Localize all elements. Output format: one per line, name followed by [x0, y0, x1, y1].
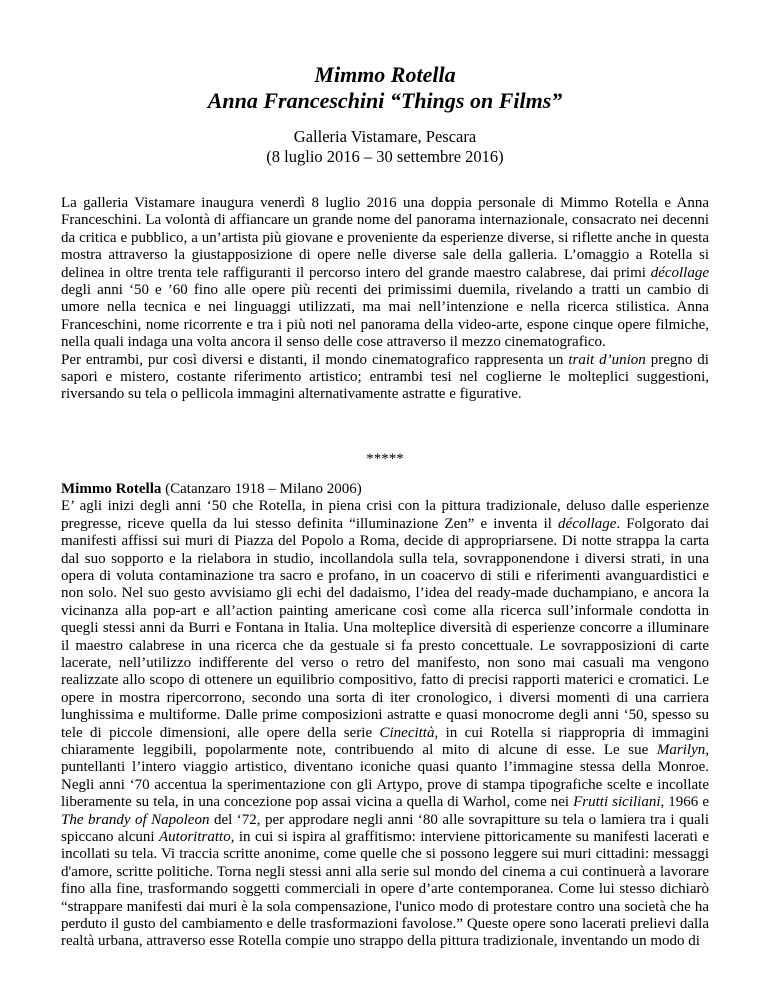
body-emphasis: Autoritratto — [159, 829, 231, 845]
body-emphasis: Cinecittà — [379, 724, 435, 741]
body-text: E’ agli inizi degli anni ‘50 che Rotella, in piena crisi con la pittura tradizionale, deluso dalle esperienze pregresse, riceve quella da lui stesso definita “illuminazione Zen” e inventa il — [61, 498, 709, 532]
intro-text: La galleria Vistamare inaugura venerdì 8 luglio 2016 una doppia personale di Mimmo Rotella e Anna Franceschini. La volontà di affiancare un grande nome del panorama internazionale, consacrato nei decenni da critica e pubblico, a un’artista più giovane e proveniente da esperienze diverse, si riflette anche in questa mostra attraverso la giustapposizione di opere nelle diverse sale della galleria. L’omaggio a Rotella si delinea in oltre trenta tele raffiguranti il percorso intero del grande maestro calabrese, dai primi — [61, 195, 709, 281]
artist-dates: (Catanzaro 1918 – Milano 2006) — [161, 480, 362, 497]
intro-text: pregno di sapori e mistero, costante riferimento artistico; entrambi tesi nel coglierne le molteplici suggestioni, riversando su tela o pellicola immagini alternativamente astratte e figurative. — [61, 351, 709, 403]
body-text: del ‘72, per approdare negli anni ‘80 alle sovrapitture su tela o lamiera tra i quali spiccano alcuni — [61, 811, 710, 845]
title-exhibition: Anna Franceschini “Things on Films” — [207, 88, 563, 113]
intro-emphasis: trait d’union — [568, 351, 646, 368]
body-emphasis: The brandy of Napoleon — [61, 811, 210, 828]
artist-name: Mimmo Rotella — [61, 480, 162, 497]
venue-dates: (8 luglio 2016 – 30 settembre 2016) — [266, 147, 504, 166]
body-text: . Folgorato dai manifesti affissi sui muri di Piazza del Popolo a Roma, decide di appropriarsene. Di notte strappa la carta dal suo sopporto e la rielabora in studio, incollandola sulla tela, sovrapponendone i diversi strati, in una opera di voluta contaminazione tra sacro e profano, in un coacervo di stili e riferimenti avanguardistici e non solo. Nel suo gesto avvisiamo gli echi del dadaismo, l’idea del ready-made duchampiano, e ancora la vicinanza alla pop-art e all’action painting americane così come alla ricerca sull’informale condotta in quegli stessi anni da Burri e Fontana in Italia. Una molteplice diversità di esperienze concorre a illuminare il maestro calabrese in una ricerca che da gestuale si fa presto concettuale. Le sovrapposizioni di carte lacerate, nell’utilizzo indifferente del verso o retro del manifesto, non sono mai casuali ma vengono realizzate allo scopo di ottenere un equilibrio compositivo, fatto di precisi rapporti materici e cromatici. Le opere in mostra ripercorrono, secondo una sorta di iter cronologico, i diversi momenti di una carriera lunghissima e multiforme. Dalle prime composizioni astratte e quasi monocrome degli anni ‘50, spesso su tele di piccole dimensioni, alle opere della serie — [61, 515, 710, 741]
body-text: , 1966 e — [660, 794, 709, 811]
intro-paragraph — [61, 195, 709, 352]
rotella-header — [61, 481, 709, 498]
intro-text: degli anni ‘50 e ’60 fino alle opere più recenti dei primissimi duemila, rivelando a tratti un cambio di umore nella tecnica e nei linguaggi utilizzati, ma mai nell’intenzione e nella ricerca stilistica. Anna Franceschini, nome ricorrente e tra i più noti nel panorama della video-arte, espone cinque opere filmiche, nella quali indaga una volta ancora il senso delle cose attraverso il mezzo cinematografico. — [61, 282, 709, 351]
title-artist: Mimmo Rotella — [314, 62, 456, 87]
rotella-paragraph — [61, 498, 709, 951]
title-block — [61, 62, 709, 114]
body-text: , puntellanti l’intero viaggio artistico, diventano iconiche quasi quanto l’immagine stessa della Monroe. Negli anni ‘70 accentua la sperimentazione con gli Artypo, prove di stampa tipografiche scelte e incollate liberamente su tela, in una concezione pop assai vicina a quella di Warhol, come nei — [61, 741, 709, 811]
section-separator: ***** — [366, 450, 404, 467]
body-emphasis: décollage — [558, 515, 617, 532]
body-emphasis: Frutti siciliani — [573, 794, 661, 811]
intro-emphasis: décollage — [650, 264, 709, 281]
intro-paragraph-2 — [61, 352, 709, 404]
body-text: , in cui si ispira al graffitismo: interviene pittoricamente su manifesti lacerati e incollati su tela. Vi traccia scritte anonime, come quelle che si possono leggere sui muri cittadini: messaggi d'amore, scritte politiche. Torna negli stessi anni alla serie sul mondo del cinema a cui continuerà a lavorare fino alla fine, trasformando soggetti commerciali in opere d’arte contemporanea. Come lui stesso dichiarò “strappare manifesti dai muri è la sola compensazione, l'unico modo di protestare contro una società che ha perduto il gusto del cambiamento e delle trasformazioni favolose.” Queste opere sono lacerati prelievi dalla realtà urbana, attraverso esse Rotella compie uno strappo della pittura tradizionale, inventando un modo di — [61, 829, 709, 950]
venue-name: Galleria Vistamare, Pescara — [293, 127, 477, 146]
document-page — [61, 0, 709, 951]
intro-text: Per entrambi, pur così diversi e distanti, il mondo cinematografico rappresenta un — [61, 351, 569, 368]
body-emphasis: Marilyn — [656, 741, 706, 758]
body-text: , in cui Rotella si riappropria di immagini chiaramente leggibili, popolarmente note, contribuendo al mito di alcune di esse. Le sue — [61, 724, 709, 758]
venue-block — [61, 127, 709, 167]
